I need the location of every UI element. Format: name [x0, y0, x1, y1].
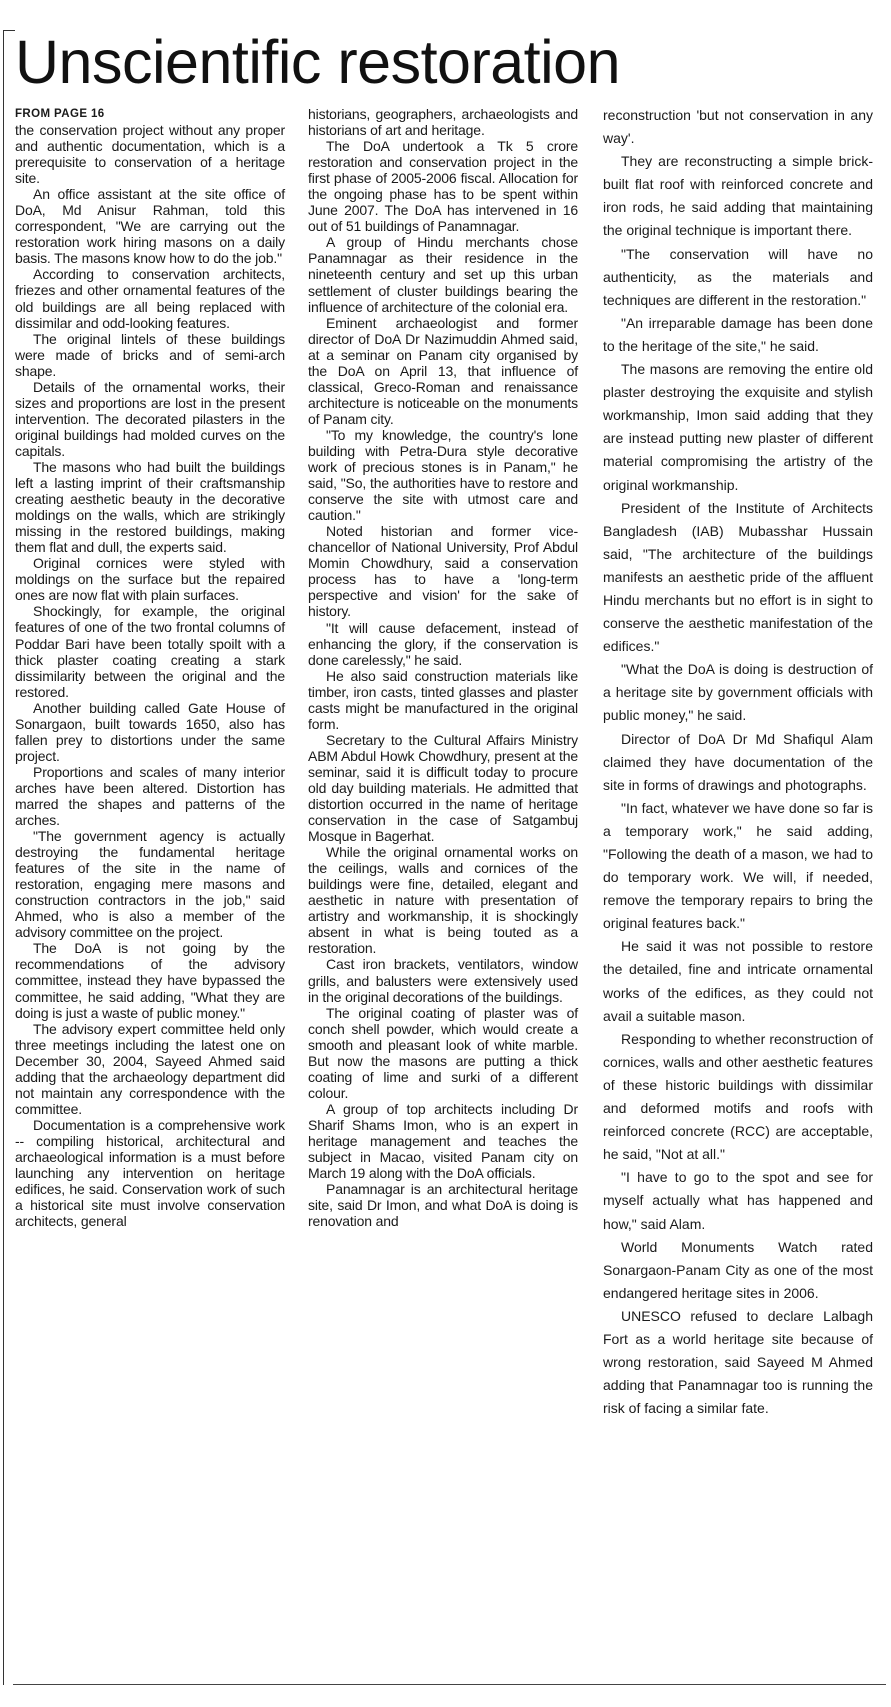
paragraph: Original cornices were styled with moldings on the surface but the repaired ones are now flat with plain surfaces. — [15, 555, 285, 604]
frame-left-rule — [3, 30, 4, 1685]
paragraph: A group of Hindu merchants chose Panamnagar as their residence in the nineteenth century and set up this urban settlement of cluster buildings bearing the influence of architecture of the colonial era. — [308, 234, 578, 315]
paragraph: Eminent archaeologist and former director of DoA Dr Nazimuddin Ahmed said, at a seminar on Panam city organised by the DoA on April 13, that influence of classical, Greco-Roman and renaissance architecture is noticeable on the monuments of Panam city. — [308, 314, 578, 427]
column-1 — [15, 106, 285, 1229]
paragraph: The original lintels of these buildings were made of bricks and of semi-arch shape. — [15, 330, 285, 379]
paragraph: World Monuments Watch rated Sonargaon-Panam City as one of the most endangered heritage sites in 2006. — [603, 1238, 873, 1301]
column-2 — [308, 106, 578, 1229]
paragraph: Panamnagar is an architectural heritage site, said Dr Imon, and what DoA is doing is renovation and — [308, 1181, 578, 1230]
paragraph: The masons are removing the entire old plaster destroying the exquisite and stylish workmanship, Imon said adding that they are instead putting new plaster of different material compromising the artistry of the original workmanship. — [603, 361, 873, 493]
paragraph: historians, geographers, archaeologists and historians of art and heritage. — [308, 106, 578, 139]
paragraph: Proportions and scales of many interior arches have been altered. Distortion has marred the shapes and patterns of the arches. — [15, 763, 285, 829]
paragraph: "What the DoA is doing is destruction of a heritage site by government officials with public money," he said. — [603, 661, 873, 724]
paragraph: "The conservation will have no authenticity, as the materials and techniques are different in the restoration." — [603, 245, 873, 308]
paragraph: Secretary to the Cultural Affairs Ministry ABM Abdul Howk Chowdhury, present at the seminar, said it is difficult today to procure old day building materials. He admitted that distortion occurred in the name of heritage conservation in the case of Satgambuj Mosque in Bagerhat. — [308, 731, 578, 845]
paragraph: Shockingly, for example, the original features of one of the two frontal columns of Poddar Bari have been totally spoilt with a thick plaster coating creating a stark dissimilarity between the original and the restored. — [15, 603, 285, 700]
frame-top-rule — [3, 30, 15, 31]
headline: Unscientific restoration — [15, 28, 621, 96]
paragraph: Cast iron brackets, ventilators, window grills, and balusters were extensively used in the original decorations of the buildings. — [308, 956, 578, 1005]
paragraph: Documentation is a comprehensive work -- compiling historical, architectural and archaeological information is a must before launching any intervention on heritage edifices, he said. Conservation work of such a historical site must involve conservation architects, general — [15, 1116, 285, 1230]
paragraph: "The government agency is actually destroying the fundamental heritage features of the site in the name of restoration, engaging mere masons and construction contractors in the job," said Ahmed, who is also a member of the advisory committee on the project. — [15, 828, 285, 941]
paragraph: "An irreparable damage has been done to the heritage of the site," he said. — [603, 314, 873, 354]
paragraph: They are reconstructing a simple brick-built flat roof with reinforced concrete and iron rods, he said adding that maintaining the original technique is important there. — [603, 153, 873, 239]
paragraph: "I have to go to the spot and see for myself actually what has happened and how," said Alam. — [603, 1169, 873, 1232]
paragraph: While the original ornamental works on the ceilings, walls and cornices of the buildings were fine, detailed, elegant and aesthetic in nature with presentation of artistry and workmanship, it is shockingly absent in what is being touted as a restoration. — [308, 844, 578, 957]
paragraph: He said it was not possible to restore the detailed, fine and intricate ornamental works of the edifices, as they could not avail a suitable mason. — [603, 938, 873, 1024]
paragraph: FROM PAGE 16 the conservation project without any proper and authentic documentation, which is a prerequisite to conservation of a heritage site. — [15, 108, 285, 187]
paragraph: "It will cause defacement, instead of enhancing the glory, if the conservation is done carelessly," he said. — [308, 619, 578, 668]
paragraph: A group of top architects including Dr Sharif Shams Imon, who is an expert in heritage management and teaches the subject in Macao, visited Panam city on March 19 along with the DoA officials. — [308, 1100, 578, 1182]
paragraph: Director of DoA Dr Md Shafiqul Alam claimed they have documentation of the site in forms of drawings and photographs. — [603, 730, 873, 793]
paragraph: According to conservation architects, friezes and other ornamental features of the old buildings are all being replaced with dissimilar and odd-looking features. — [15, 266, 285, 331]
paragraph: An office assistant at the site office of DoA, Md Anisur Rahman, told this correspondent, "We are carrying out the restoration work hiring masons on a daily basis. The masons know how to do the job." — [15, 186, 285, 267]
paragraph: UNESCO refused to declare Lalbagh Fort as a world heritage site because of wrong restoration, said Sayeed M Ahmed adding that Panamnagar too is running the risk of facing a similar fate. — [603, 1307, 873, 1417]
paragraph: Another building called Gate House of Sonargaon, built towards 1650, also has fallen prey to distortions under the same project. — [15, 699, 285, 764]
paragraph: The masons who had built the buildings left a lasting imprint of their craftsmanship creating aesthetic beauty in the decorative moldings on the walls, which are strikingly missing in the restored buildings, making them flat and dull, the experts said. — [15, 458, 285, 556]
column-3 — [603, 104, 873, 1420]
kicker: FROM PAGE 16 — [15, 108, 105, 120]
bottom-rule — [13, 1684, 886, 1685]
paragraph: Responding to whether reconstruction of cornices, walls and other aesthetic features of these historic buildings with dissimilar and deformed motifs and roofs with reinforced concrete (RCC) are acceptable, he said, "Not at all." — [603, 1030, 873, 1163]
paragraph: The DoA is not going by the recommendations of the advisory committee, instead they have bypassed the committee, he said adding, "What they are doing is just a waste of public money." — [15, 940, 285, 1021]
paragraph: He also said construction materials like timber, iron casts, tinted glasses and plaster casts might be manufactured in the original form. — [308, 667, 578, 732]
paragraph: Noted historian and former vice-chancellor of National University, Prof Abdul Momin Chowdhury, said a conservation process has to have a 'long-term perspective and vision' for the sake of history. — [308, 523, 578, 620]
paragraph: The DoA undertook a Tk 5 crore restoration and conservation project in the first phase of 2005-2006 fiscal. Allocation for the ongoing phase has to be spent within June 2007. The DoA has intervened in 16 out of 51 buildings of Panamnagar. — [308, 138, 578, 235]
paragraph: President of the Institute of Architects Bangladesh (IAB) Mubasshar Hussain said, "The architecture of the buildings manifests an aesthetic pride of the affluent Hindu merchants but no effort is in sight to conserve the aesthetic manifestation of the edifices." — [603, 499, 873, 655]
paragraph: "To my knowledge, the country's lone building with Petra-Dura style decorative work of precious stones is in Panam," he said, "So, the authorities have to restore and conserve the site with utmost care and caution." — [308, 426, 578, 524]
paragraph: The advisory expert committee held only three meetings including the latest one on December 30, 2004, Sayeed Ahmed said adding that the archaeology department did not maintain any correspondence with the committee. — [15, 1020, 285, 1117]
paragraph: Details of the ornamental works, their sizes and proportions are lost in the present intervention. The decorated pilasters in the original buildings had molded curves on the capitals. — [15, 378, 285, 459]
paragraph: "In fact, whatever we have done so far is a temporary work," he said adding, "Following the death of a mason, we had to do temporary work. We will, if needed, remove the temporary repairs to bring the original features back." — [603, 799, 873, 932]
paragraph: reconstruction 'but not conservation in any way'. — [603, 107, 873, 147]
paragraph: The original coating of plaster was of conch shell powder, which would create a smooth and pleasant look of white marble. But now the masons are putting a thick coating of lime and surki of a different colour. — [308, 1004, 578, 1101]
